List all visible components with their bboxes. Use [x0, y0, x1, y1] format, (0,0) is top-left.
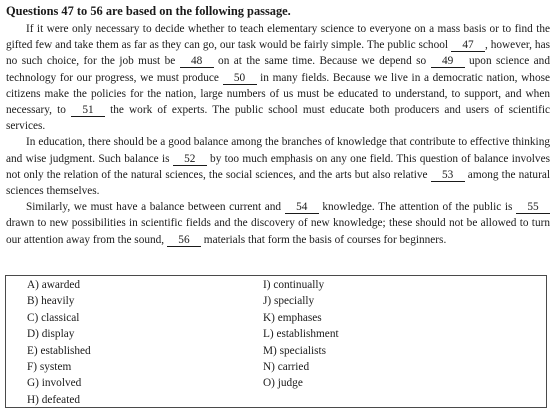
word-bank-option[interactable]: I) continually: [263, 279, 325, 291]
word-bank-option[interactable]: E) established: [27, 344, 91, 357]
passage-text-segment: drawn to new possibilities in scientific fields and the discovery of new knowledge; these should not be allowed to turn our attention away from the sound,: [6, 217, 550, 246]
blank-48[interactable]: 48: [180, 55, 214, 68]
blank-55[interactable]: 55: [516, 201, 550, 214]
word-bank-option[interactable]: H) defeated: [27, 393, 80, 406]
word-bank-right-column: [263, 277, 339, 392]
blank-54[interactable]: 54: [285, 201, 319, 214]
passage-text-segment: , however, has no such choice, for the job must be: [6, 39, 550, 68]
blank-49[interactable]: 49: [431, 55, 465, 68]
passage-text-segment: If it were only necessary to decide whether to teach elementary science to everyone on a mass basis or to find the gifted few and take them as far as they can go, our task would be fairly simple. The public school: [6, 23, 550, 52]
paragraph-1: [6, 21, 550, 134]
word-bank-option[interactable]: N) carried: [263, 361, 310, 374]
word-bank-option[interactable]: M) specialists: [263, 344, 327, 357]
passage-text-segment: among the natural sciences themselves.: [6, 168, 550, 198]
blank-50[interactable]: 50: [223, 72, 257, 85]
passage-text-segment: on at the same time. Because we depend so: [213, 55, 431, 68]
word-bank-option[interactable]: K) emphases: [263, 311, 322, 324]
passage-text-segment: materials that form the basis of courses for beginners.: [200, 233, 447, 246]
passage-text-segment: knowledge. The attention of the public is: [318, 201, 517, 214]
blank-51[interactable]: 51: [71, 104, 105, 117]
word-bank-option[interactable]: C) classical: [27, 311, 80, 324]
word-bank-left-column: [27, 277, 91, 408]
word-bank-option[interactable]: B) heavily: [27, 295, 75, 308]
passage-text-segment: upon science and technology for our progress, we must produce: [6, 55, 550, 84]
passage-text-segment: by too much emphasis on any one field. This question of balance involves not only the relation of the natural sciences, the social sciences, and the arts but also relative: [6, 152, 550, 181]
word-bank-option[interactable]: G) involved: [27, 377, 82, 390]
word-bank-option[interactable]: J) specially: [263, 295, 315, 308]
word-bank-option[interactable]: L) establishment: [263, 328, 339, 341]
paragraph-3: [6, 199, 550, 248]
word-bank-option[interactable]: O) judge: [263, 377, 303, 390]
passage-text-segment: In education, there should be a good balance among the branches of knowledge that contribute to effective thinking and wise judgment. Such balance is: [6, 136, 550, 165]
blank-52[interactable]: 52: [173, 153, 207, 166]
passage-text-segment: the work of experts. The public school must educate both producers and users of scientific services.: [6, 104, 550, 133]
passage-text-segment: Similarly, we must have a balance between current and: [26, 201, 285, 214]
word-bank-box: [5, 275, 547, 408]
passage-heading: Questions 47 to 56 are based on the following passage.: [6, 4, 291, 18]
blank-56[interactable]: 56: [167, 234, 201, 247]
word-bank-option[interactable]: D) display: [27, 328, 75, 341]
paragraph-2: [6, 134, 550, 199]
word-bank-option[interactable]: A) awarded: [27, 279, 81, 291]
blank-47[interactable]: 47: [451, 39, 485, 52]
word-bank-option[interactable]: F) system: [27, 361, 72, 374]
passage-text: [6, 21, 550, 248]
passage-text-segment: in many fields. Because we live in a democratic nation, whose citizens make the policies for the nation, large numbers of us must be educated to understand, to support, and when necessary, to: [6, 71, 551, 117]
blank-53[interactable]: 53: [431, 169, 465, 182]
